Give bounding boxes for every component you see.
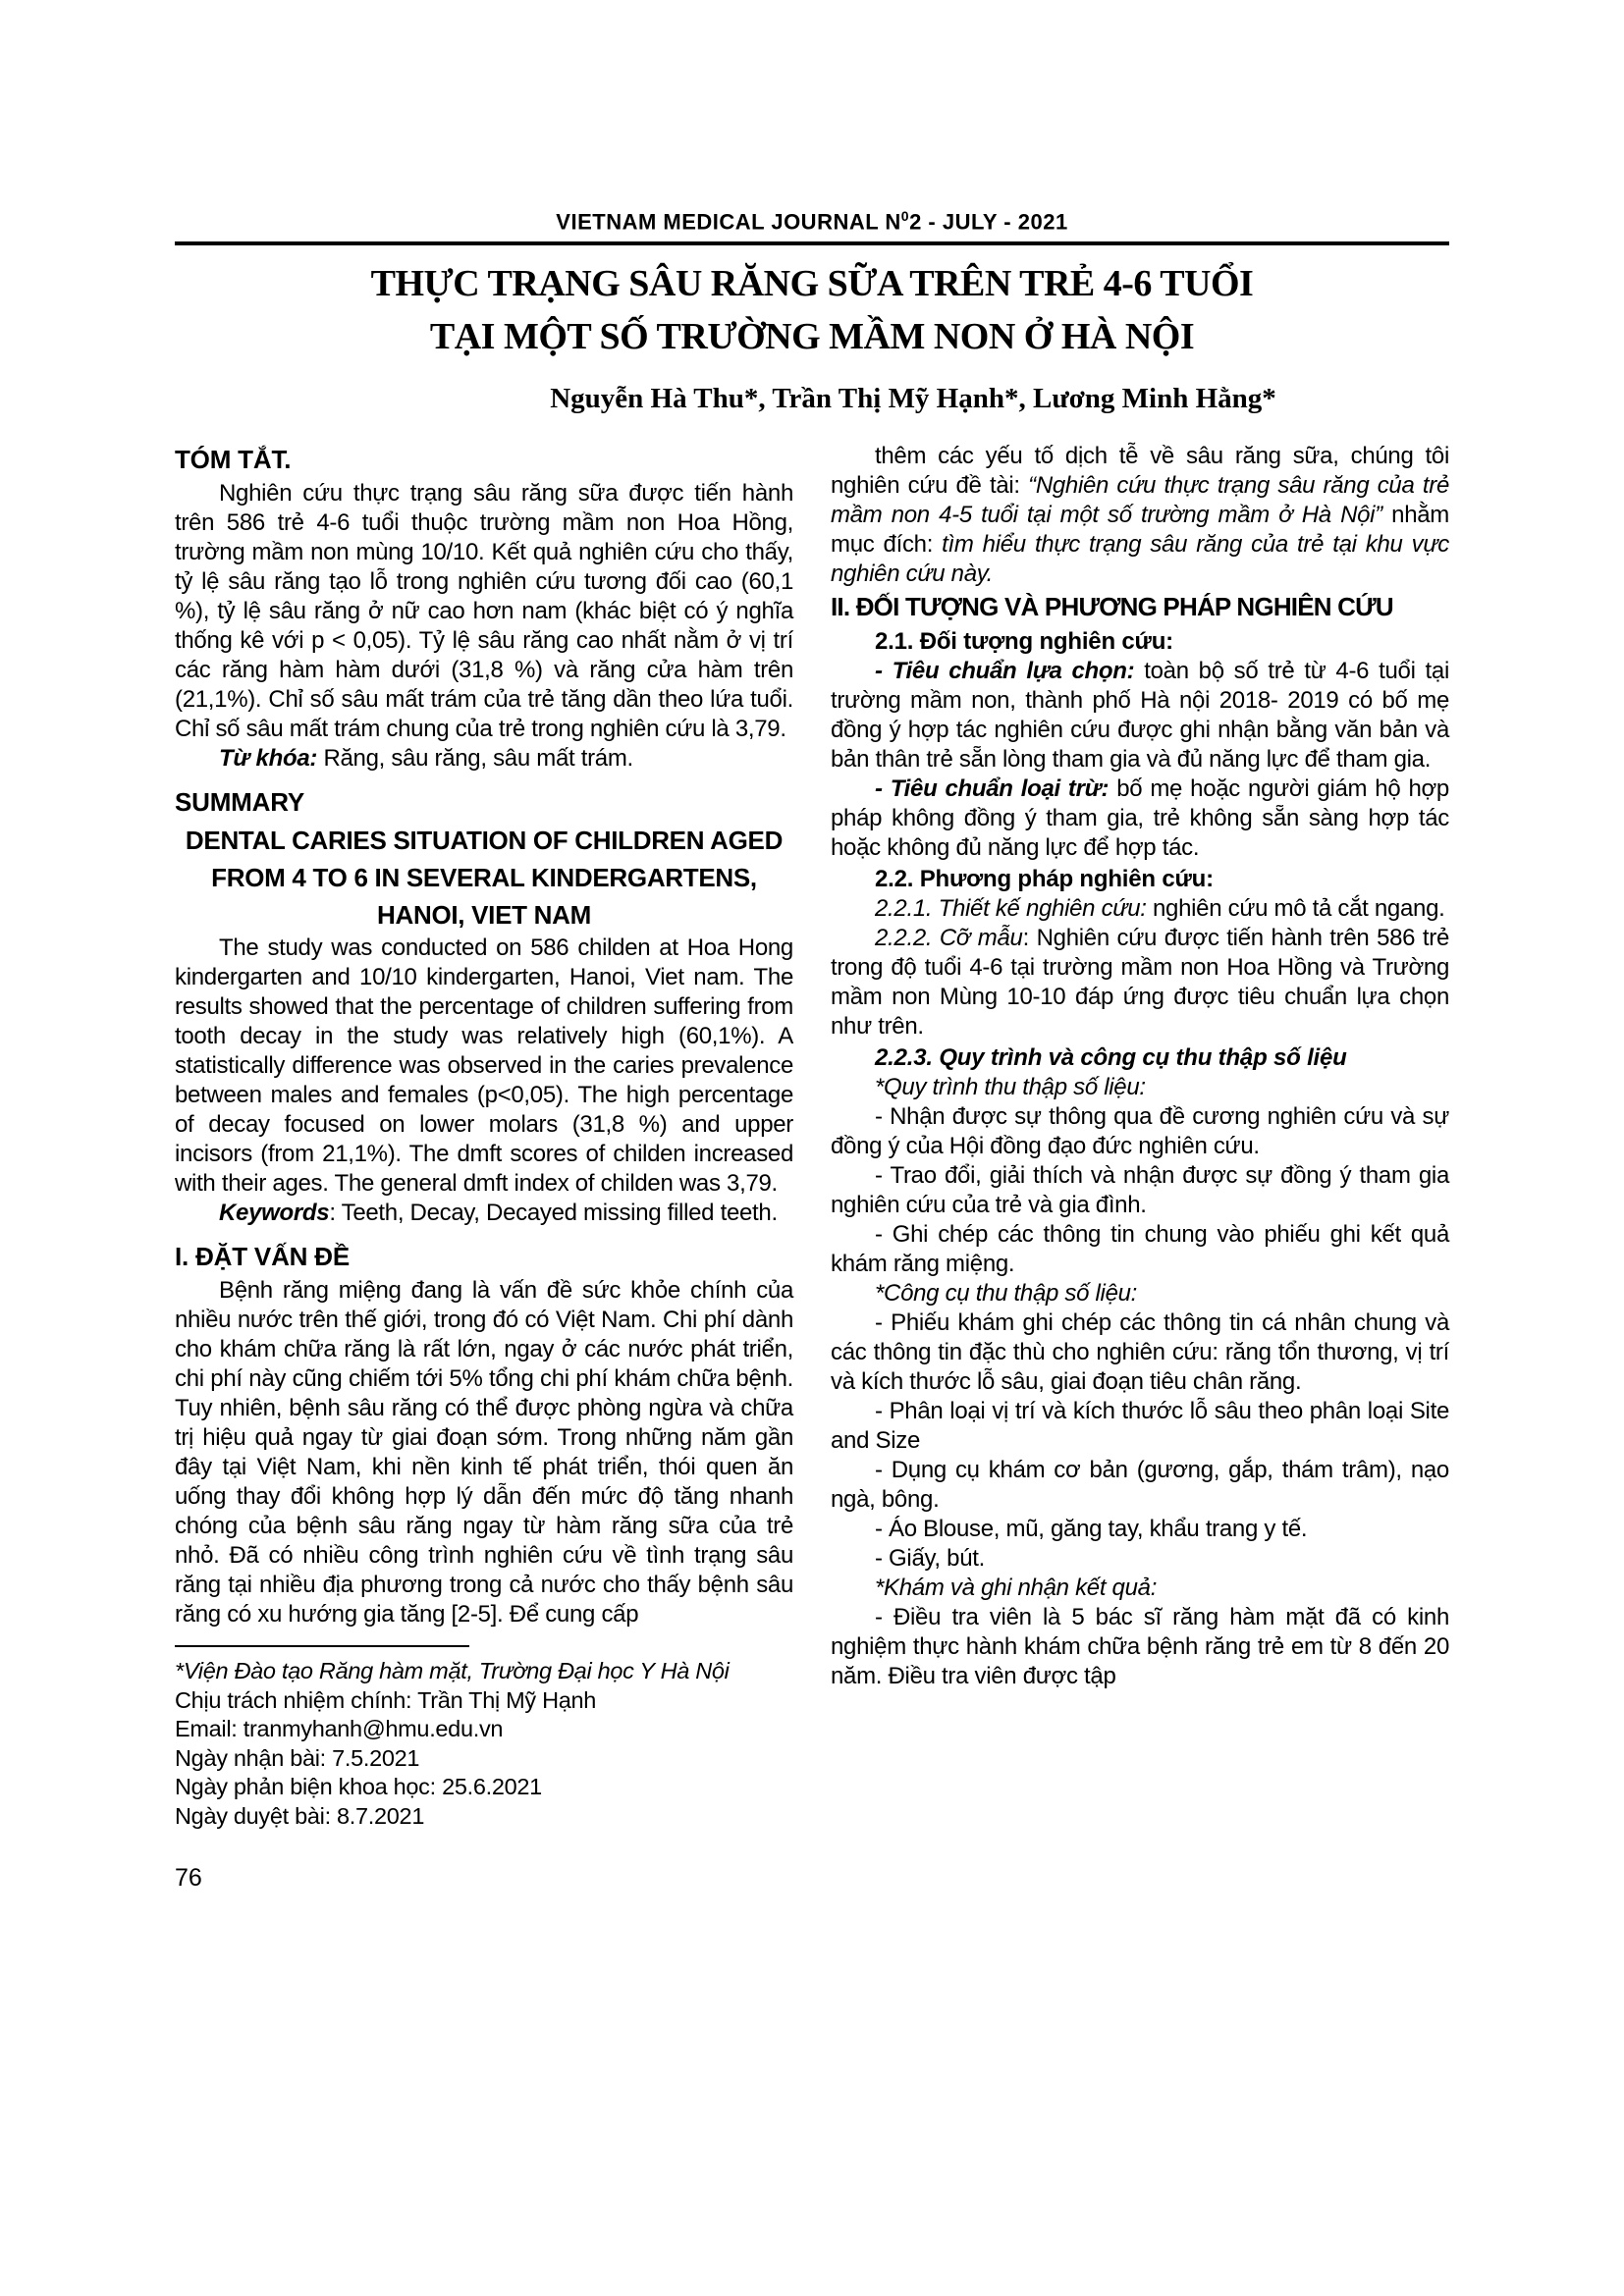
journal-issue-sup: 0 — [900, 208, 910, 224]
paragraph — [831, 1102, 1449, 1161]
section-heading: SUMMARY — [175, 787, 304, 817]
paragraph — [831, 1544, 1449, 1574]
article-title-line1: THỰC TRẠNG SÂU RĂNG SỮA TRÊN TRẺ 4-6 TUỔI — [370, 263, 1254, 304]
footnote-line: Chịu trách nhiệm chính: Trần Thị Mỹ Hạnh — [175, 1686, 597, 1713]
paragraph — [831, 1456, 1449, 1515]
text-run: - Điều tra viên là 5 bác sĩ răng hàm mặt đã có kinh nghiệm thực hành khám chữa bệnh răng trẻ em từ 8 đến 20 năm. Điều tra viên được tập — [831, 1604, 1449, 1689]
text-run: - Tiêu chuẩn loại trừ: — [875, 775, 1110, 802]
text-run: bố mẹ hoặc người giám hộ hợp pháp không đồng ý tham gia, trẻ không sẵn sàng hợp tác hoặc không đủ năng lực để hợp tác. — [831, 775, 1449, 861]
paragraph — [831, 657, 1449, 774]
section-heading: DENTAL CARIES SITUATION OF CHILDREN AGED FROM 4 TO 6 IN SEVERAL KINDERGARTENS, HANOI, VIET NAM — [185, 826, 784, 930]
paragraph — [175, 479, 793, 744]
left-column — [175, 442, 793, 1893]
text-run: tìm hiểu thực trạng sâu răng của trẻ tại khu vực nghiên cứu này. — [831, 531, 1449, 587]
paragraph — [831, 1515, 1449, 1544]
article-title — [0, 257, 1624, 363]
text-run: 2.2. Phương pháp nghiên cứu: — [875, 866, 1214, 892]
text-run: Bệnh răng miệng đang là vấn đề sức khỏe chính của nhiều nước trên thế giới, trong đó có Việt Nam. Chi phí dành cho khám chữa răng là rất lớn, ngay ở các nước phát triển, chi phí này cũng chiếm tới 5% tổng chi phí khám chữa bệnh. Tuy nhiên, bệnh sâu răng có thể được phòng ngừa và chữa trị hiệu quả ngay từ giai đoạn sớm. Trong những năm gần đây tại Việt Nam, khi nền kinh tế phát triển, thói quen ăn uống thay đổi không hợp lý dẫn đến mức độ tăng nhanh chóng của bệnh sâu răng ngay từ hàm răng sữa của trẻ nhỏ. Đã có nhiều công trình nghiên cứu về tình trạng sâu răng tại nhiều địa phương trong cả nước cho thấy bệnh sâu răng có xu hướng gia tăng [2-5]. Để cung cấp — [175, 1277, 793, 1628]
text-run: 2.2.3. Quy trình và công cụ thu thập số liệu — [875, 1044, 1347, 1071]
text-run: The study was conducted on 586 childen at Hoa Hong kindergarten and 10/10 kindergarten, Hanoi, Viet nam. The results showed that the percentage of children suffering from tooth decay in the study was relatively high (60,1%). A statistically difference was observed in the caries prevalence between males and females (p<0,05). The high percentage of decay focused on lower molars (31,8 %) and upper incisors (from 21,1%). The dmft scores of childen increased with their ages. The general dmft index of childen was 3,79. — [175, 934, 793, 1197]
paragraph — [831, 1073, 1449, 1102]
text-run: : Teeth, Decay, Decayed missing filled teeth. — [329, 1200, 778, 1226]
journal-name: VIETNAM MEDICAL JOURNAL N — [556, 209, 901, 235]
section-heading — [831, 626, 1449, 657]
text-run: “Nghiên cứu thực trạng sâu răng của trẻ mầm non 4-5 tuổi tại một số trường mầm ở Hà Nội” — [831, 472, 1449, 528]
text-run: nghiên cứu mô tả cắt ngang. — [1146, 895, 1445, 922]
author-footnote — [175, 1645, 793, 1831]
header-rule — [175, 241, 1449, 245]
paragraph — [831, 1308, 1449, 1397]
text-run: Keywords — [219, 1200, 330, 1226]
text-run: - Ghi chép các thông tin chung vào phiếu ghi kết quả khám răng miệng. — [831, 1221, 1449, 1277]
paragraph — [831, 1161, 1449, 1220]
paragraph — [831, 774, 1449, 863]
text-run: nhằm mục đích: — [831, 502, 1449, 558]
section-heading — [831, 864, 1449, 894]
text-run: Nghiên cứu thực trạng sâu răng sữa được tiến hành trên 586 trẻ 4-6 tuổi thuộc trường mầm non Hoa Hồng, trường mầm non mùng 10/10. Kết quả nghiên cứu cho thấy, tỷ lệ sâu răng tạo lỗ trong nghiên cứu tương đối cao (60,1 %), tỷ lệ sâu răng ở nữ cao hơn nam (khác biệt có ý nghĩa thống kê với p < 0,05). Tỷ lệ sâu răng cao nhất nằm ở vị trí các răng hàm hàm dưới (31,8 %) và răng cửa hàm trên (21,1%). Chỉ số sâu mất trám của trẻ tăng dần theo lứa tuổi. Chỉ số sâu mất trám chung của trẻ trong nghiên cứu là 3,79. — [175, 480, 793, 742]
paragraph — [831, 894, 1449, 924]
footnote-line: *Viện Đào tạo Răng hàm mặt, Trường Đại học Y Hà Nội — [175, 1658, 730, 1683]
text-run: - Phiếu khám ghi chép các thông tin cá nhân chung và các thông tin đặc thù cho nghiên cứu: răng tổn thương, vị trí và kích thước lỗ sâu, giai đoạn tiêu chân răng. — [831, 1309, 1449, 1395]
section-heading: II. ĐỐI TƯỢNG VÀ PHƯƠNG PHÁP NGHIÊN CỨU — [831, 592, 1393, 621]
article-body — [175, 442, 1449, 1893]
text-run: *Quy trình thu thập số liệu: — [875, 1074, 1146, 1100]
paragraph — [831, 1574, 1449, 1603]
paragraph — [831, 1603, 1449, 1691]
text-run: 2.2.2. Cỡ mẫu — [875, 925, 1023, 951]
text-run: *Khám và ghi nhận kết quả: — [875, 1575, 1158, 1601]
footnote-line: Ngày phản biện khoa học: 25.6.2021 — [175, 1774, 542, 1799]
journal-running-head — [175, 208, 1449, 235]
paragraph — [175, 744, 793, 774]
paragraph — [831, 442, 1449, 589]
footnote-line: Ngày duyệt bài: 8.7.2021 — [175, 1802, 425, 1829]
paragraph — [831, 1220, 1449, 1279]
text-run: 2.2.1. Thiết kế nghiên cứu: — [875, 895, 1147, 922]
footnote-rule — [175, 1645, 469, 1647]
section-heading — [831, 1042, 1449, 1073]
text-run: - Phân loại vị trí và kích thước lỗ sâu theo phân loại Site and Size — [831, 1398, 1449, 1454]
paragraph — [175, 1276, 793, 1629]
text-run: toàn bộ số trẻ từ 4-6 tuổi tại trường mầm non, thành phố Hà nội 2018- 2019 có bố mẹ đồng ý hợp tác nghiên cứu được ghi nhận bằng văn bản và bản thân trẻ sẵn lòng tham gia và đủ năng lực để tham gia. — [831, 658, 1449, 773]
paragraph — [175, 1199, 793, 1228]
text-run: Từ khóa: — [219, 745, 318, 772]
text-run: thêm các yếu tố dịch tễ về sâu răng sữa, chúng tôi nghiên cứu đề tài: — [831, 443, 1449, 499]
text-run: *Công cụ thu thập số liệu: — [875, 1280, 1138, 1307]
section-heading: TÓM TẮT. — [175, 445, 292, 474]
section-heading: I. ĐẶT VẤN ĐỀ — [175, 1242, 350, 1271]
footnote-line: Email: tranmyhanh@hmu.edu.vn — [175, 1716, 504, 1741]
text-run: - Nhận được sự thông qua đề cương nghiên cứu và sự đồng ý của Hội đồng đạo đức nghiên cứu. — [831, 1103, 1449, 1159]
paragraph — [175, 934, 793, 1199]
paragraph — [831, 1279, 1449, 1308]
article-title-line2: TẠI MỘT SỐ TRƯỜNG MẦM NON Ở HÀ NỘI — [429, 316, 1195, 357]
text-run: - Giấy, bút. — [875, 1545, 985, 1572]
text-run: - Áo Blouse, mũ, găng tay, khẩu trang y tế. — [875, 1516, 1308, 1542]
text-run: - Trao đổi, giải thích và nhận được sự đồng ý tham gia nghiên cứu của trẻ và gia đình. — [831, 1162, 1449, 1218]
right-column — [831, 442, 1449, 1691]
authors-line: Nguyễn Hà Thu*, Trần Thị Mỹ Hạnh*, Lương Minh Hằng* — [550, 383, 1276, 414]
paragraph — [831, 924, 1449, 1041]
text-run: 2.1. Đối tượng nghiên cứu: — [875, 628, 1173, 655]
page-number: 76 — [175, 1864, 202, 1892]
text-run: Răng, sâu răng, sâu mất trám. — [317, 745, 633, 772]
text-run: - Dụng cụ khám cơ bản (gương, gắp, thám trâm), nạo ngà, bông. — [831, 1457, 1449, 1513]
text-run: : Nghiên cứu được tiến hành trên 586 trẻ trong độ tuổi 4-6 tại trường mầm non Hoa Hồng và Trường mầm non Mùng 10-10 đáp ứng được tiêu chuẩn lựa chọn như trên. — [831, 925, 1449, 1040]
journal-issue: 2 - JULY - 2021 — [909, 209, 1068, 235]
paragraph — [831, 1397, 1449, 1456]
footnote-line: Ngày nhận bài: 7.5.2021 — [175, 1744, 420, 1771]
text-run: - Tiêu chuẩn lựa chọn: — [875, 658, 1135, 684]
